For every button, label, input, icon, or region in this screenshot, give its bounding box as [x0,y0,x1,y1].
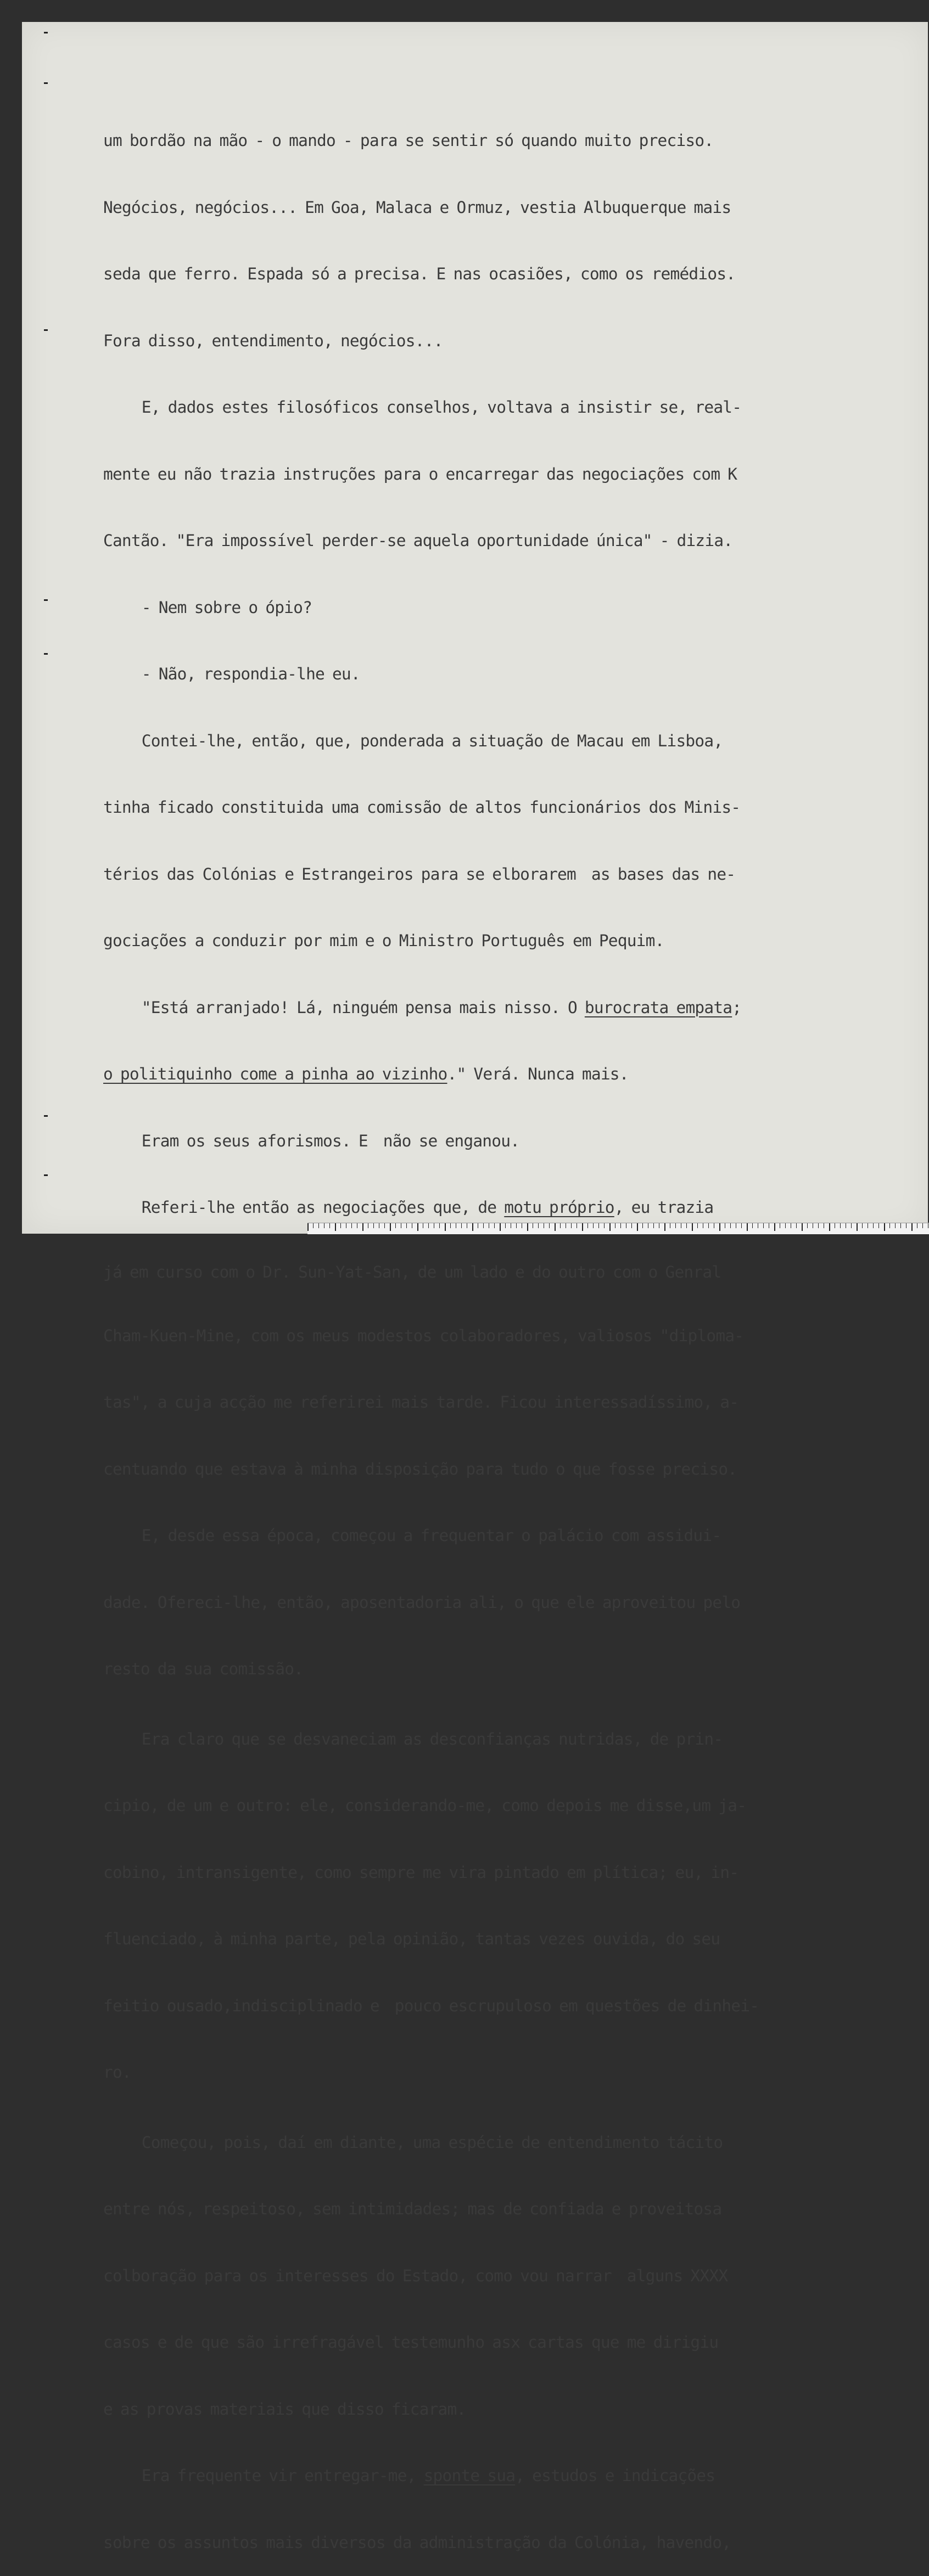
text-line: dade. Ofereci-lhe, então, aposentadoria ali, o que ele aproveitou pelo [103,1593,741,1612]
margin-mark [44,329,48,331]
text-line: ro. [103,2063,131,2082]
text-line: e as provas materiais que disso ficaram. [103,2399,466,2418]
scale-ruler [307,1223,929,1234]
text-line: E, desde essa época, começou a frequentar o palácio com assidui- [103,1526,721,1545]
underlined-phrase: o politiquinho come a pinha ao vizinho [103,1065,447,1083]
text-line: Era claro que se desvaneciam as desconfianças nutridas, de prin- [103,1729,723,1748]
typed-text-body [103,89,883,2576]
text-line: fluenciado, à minha parte, pela opinião, tantas vezes ouvida, do seu [103,1930,720,1948]
text-line: um bordão na mão - o mando - para se sentir só quando muito preciso. [103,131,714,150]
margin-mark [44,32,48,33]
text-line: térios das Colónias e Estrangeiros para se elborarem as bases das ne- [103,864,736,884]
text-line: Negócios, negócios... Em Goa, Malaca e Ormuz, vestia Albuquerque mais [103,198,731,217]
margin-mark [44,1174,48,1176]
text-line: gociações a conduzir por mim e o Ministro Português em Pequim. [103,931,664,950]
text-line: resto da sua comissão. [103,1660,304,1678]
text-line: Começou, pois, daí em diante, uma espécie de entendimento tácito [103,2133,723,2152]
text-line: já em curso com o Dr. Sun-Yat-San, de um lado e do outro com o Genral [103,1262,721,1281]
text-line: Cham-Kuen-Mine, com os meus modestos colaboradores, valiosos "diplomа- [103,1326,744,1345]
text-line: tas", a cuja acção me referirei mais tarde. Ficou interessadíssimo, a- [103,1393,739,1411]
text-segment: , estudos e indicações [515,2466,715,2485]
text-line: centuando que estava à minha disposição para tudo o que fosse preciso. [103,1459,737,1478]
text-segment: ; [732,998,742,1017]
text-line [103,2461,883,2491]
underlined-phrase: sponte sua [423,2466,516,2485]
text-line: entre nós, respeitoso, sem intimidades; mas de confiada e proveitosa [103,2200,722,2218]
text-line [103,1193,883,1223]
underlined-phrase: motu próprio [504,1198,614,1217]
text-line: Cantão. "Era impossível perder-se aquela oportunidade única" - dizia. [103,531,733,550]
text-line: Eram os seus aforismos. E não se enganou. [103,1131,520,1150]
text-segment: ." Verá. Nunca mais. [447,1065,629,1083]
text-segment: "Está arranjado! Lá, ninguém pensa mais nisso. O [103,998,585,1017]
text-line: seda que ferro. Espada só a precisa. E nas ocasiões, como os remédios. [103,265,736,283]
text-segment: Era frequente vir entregar-me, [103,2466,424,2485]
margin-mark [44,1115,48,1117]
text-line: - Nem sobre o ópio? [103,598,312,617]
underlined-phrase: burocrata empata [584,998,732,1017]
margin-mark [44,653,48,655]
text-line: Contei-lhe, então, que, ponderada a situação de Macau em Lisboa, [103,731,723,750]
text-line [103,993,883,1023]
text-line: cipio, de um e outro: ele, considerando-me, como depois me disse,um ja- [103,1796,747,1815]
text-line: feitio ousado,indisciplinado e pouco escrupuloso em questões de dinhei- [103,1996,759,2015]
margin-mark [44,82,48,84]
text-line: E, dados estes filosóficos conselhos, voltava a insistir se, real- [103,398,742,417]
text-line: Fora disso, entendimento, negócios... [103,331,443,350]
text-line: - Não, respondia-lhe eu. [103,665,360,683]
text-line: tinha ficado constituida uma comissão de altos funcionários dos Minis- [103,798,741,817]
text-segment: , eu trazia [614,1198,714,1217]
text-line: casos e de que são irrefragável testemunho asx cartas que me dirigiu [103,2333,719,2352]
text-line: mente eu não trazia instruções para o encarregar das negociações com K [103,464,737,483]
margin-mark [44,599,48,601]
text-segment: Referi-lhe então as negociações que, de [103,1198,505,1217]
text-line: cobino, intransigente, como sempre me vira pintado em plítica; eu, in- [103,1863,739,1882]
text-line: sobre os assuntos mais diversos da administração da Colónia, havendo, [103,2533,731,2552]
text-line [103,1060,883,1089]
text-line: colboração para os interesses do Estado, como vou narrar alguns XXXX [103,2266,728,2285]
